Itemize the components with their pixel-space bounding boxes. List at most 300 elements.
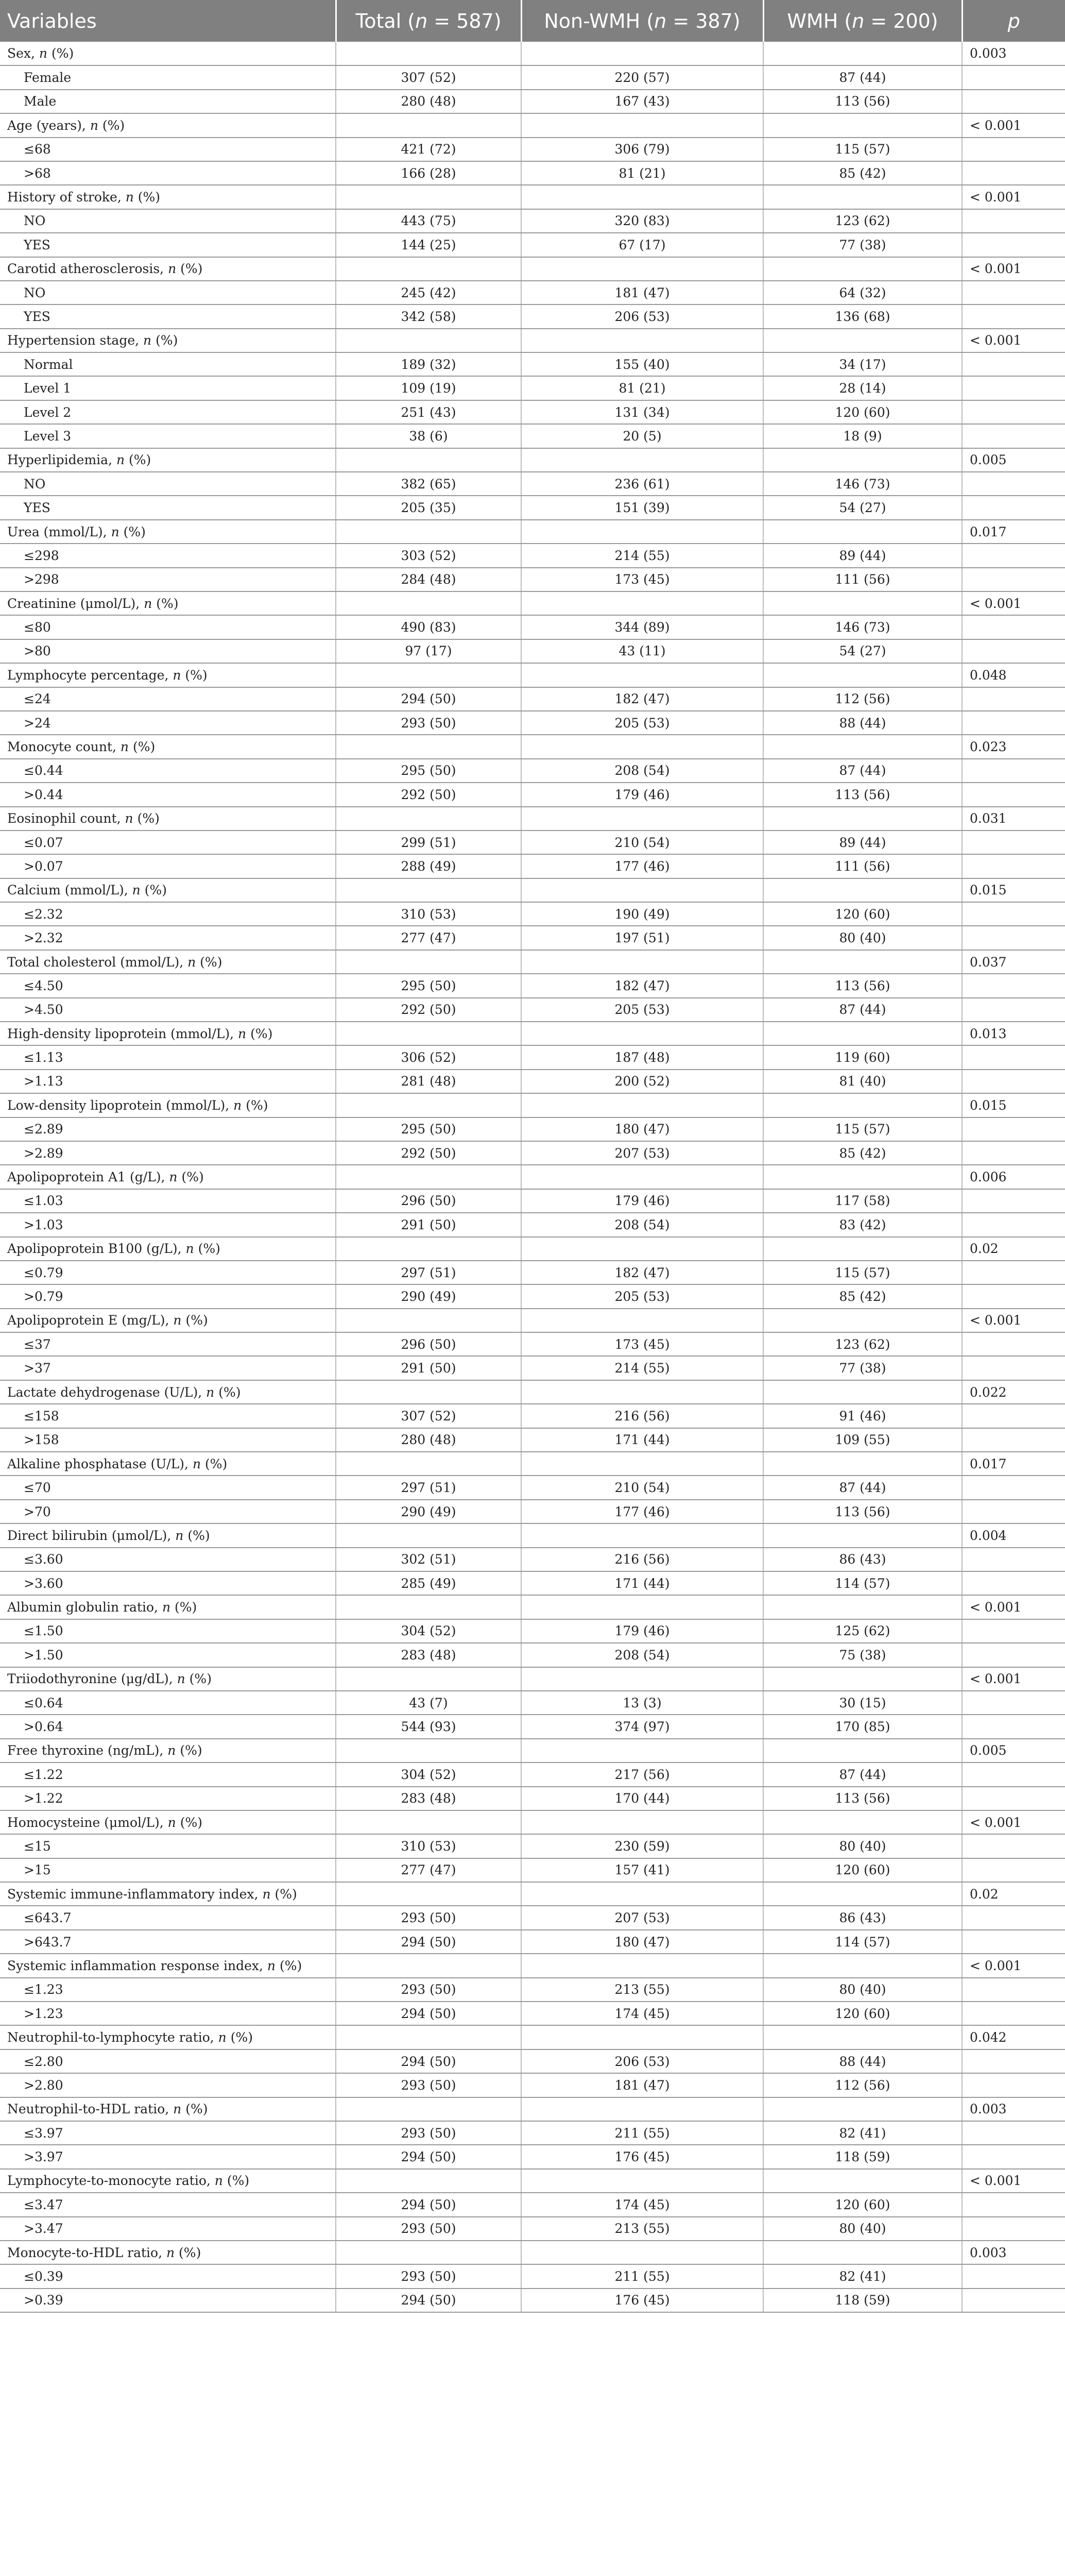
category-row	[0, 783, 1065, 806]
table-body	[0, 42, 1065, 2312]
non-wmh-cell: 211 (55)	[521, 2264, 763, 2288]
non-wmh-cell: 205 (53)	[521, 1284, 763, 1308]
variable-group-row	[0, 591, 1065, 615]
total-cell	[336, 1882, 521, 1906]
total-cell	[336, 1954, 521, 1977]
variable-name: High-density lipoprotein (mmol/L), n (%)	[0, 1022, 336, 1045]
wmh-cell: 85 (42)	[763, 161, 962, 185]
category-label: ≤0.07	[0, 831, 336, 854]
total-cell: 296 (50)	[336, 1332, 521, 1356]
category-row	[0, 1404, 1065, 1428]
wmh-cell: 136 (68)	[763, 304, 962, 328]
p-value-cell: 0.037	[962, 950, 1065, 974]
wmh-cell	[763, 1810, 962, 1834]
wmh-cell	[763, 591, 962, 615]
category-row	[0, 233, 1065, 257]
variable-group-row	[0, 735, 1065, 758]
total-cell	[336, 663, 521, 687]
p-value-cell	[962, 233, 1065, 257]
wmh-cell	[763, 2097, 962, 2121]
variable-group-row	[0, 1165, 1065, 1189]
wmh-cell: 80 (40)	[763, 926, 962, 950]
wmh-cell: 120 (60)	[763, 2002, 962, 2025]
category-row	[0, 424, 1065, 448]
category-row	[0, 974, 1065, 997]
category-label: ≤2.32	[0, 902, 336, 926]
wmh-cell	[763, 1739, 962, 1762]
wmh-cell: 18 (9)	[763, 424, 962, 448]
category-row	[0, 1261, 1065, 1284]
p-value-cell	[962, 281, 1065, 304]
variable-name: History of stroke, n (%)	[0, 185, 336, 209]
p-value-cell: 0.006	[962, 1165, 1065, 1189]
variable-group-row	[0, 1523, 1065, 1547]
total-cell: 290 (49)	[336, 1500, 521, 1523]
variable-name: Hyperlipidemia, n (%)	[0, 448, 336, 472]
non-wmh-cell	[521, 1309, 763, 1332]
wmh-cell: 82 (41)	[763, 2121, 962, 2145]
total-cell: 43 (7)	[336, 1691, 521, 1715]
category-row	[0, 1356, 1065, 1380]
total-cell	[336, 1452, 521, 1476]
p-value-cell: < 0.001	[962, 1810, 1065, 1834]
category-label: >2.89	[0, 1141, 336, 1165]
category-label: ≤2.80	[0, 2049, 336, 2073]
total-cell	[336, 257, 521, 281]
category-label: >3.47	[0, 2217, 336, 2241]
category-label: ≤158	[0, 1404, 336, 1428]
total-cell	[336, 1237, 521, 1261]
p-value-cell: 0.003	[962, 2097, 1065, 2121]
category-row	[0, 1715, 1065, 1738]
total-cell: 38 (6)	[336, 424, 521, 448]
total-cell: 443 (75)	[336, 209, 521, 233]
p-value-cell: 0.042	[962, 2025, 1065, 2049]
p-value-cell	[962, 783, 1065, 806]
category-row	[0, 1213, 1065, 1236]
non-wmh-cell: 320 (83)	[521, 209, 763, 233]
wmh-cell: 120 (60)	[763, 902, 962, 926]
p-value-cell	[962, 902, 1065, 926]
p-value-cell	[962, 854, 1065, 878]
total-cell	[336, 185, 521, 209]
variable-name: Systemic immune-inflammatory index, n (%)	[0, 1882, 336, 1906]
non-wmh-cell: 182 (47)	[521, 1261, 763, 1284]
non-wmh-cell	[521, 807, 763, 831]
non-wmh-cell	[521, 1093, 763, 1117]
header-row	[0, 0, 1065, 42]
non-wmh-cell: 206 (53)	[521, 2049, 763, 2073]
p-value-cell: 0.004	[962, 1523, 1065, 1547]
p-value-cell	[962, 1070, 1065, 1093]
p-value-cell	[962, 65, 1065, 89]
total-cell: 294 (50)	[336, 2049, 521, 2073]
wmh-cell	[763, 1954, 962, 1977]
non-wmh-cell: 179 (46)	[521, 1189, 763, 1213]
wmh-cell: 109 (55)	[763, 1428, 962, 1452]
category-label: >1.23	[0, 2002, 336, 2025]
header-non-wmh: Non-WMH (n = 387)	[521, 0, 763, 42]
non-wmh-cell	[521, 1237, 763, 1261]
p-value-cell	[962, 2002, 1065, 2025]
variable-group-row	[0, 807, 1065, 831]
p-value-cell	[962, 1906, 1065, 1929]
category-label: >24	[0, 711, 336, 735]
wmh-cell: 125 (62)	[763, 1619, 962, 1643]
category-row	[0, 1643, 1065, 1667]
total-cell: 277 (47)	[336, 926, 521, 950]
wmh-cell: 120 (60)	[763, 1858, 962, 1882]
non-wmh-cell	[521, 2241, 763, 2264]
wmh-cell: 28 (14)	[763, 376, 962, 400]
wmh-cell	[763, 1237, 962, 1261]
category-label: >80	[0, 639, 336, 663]
category-row	[0, 2264, 1065, 2288]
wmh-cell: 77 (38)	[763, 1356, 962, 1380]
non-wmh-cell: 214 (55)	[521, 544, 763, 567]
wmh-cell	[763, 329, 962, 352]
wmh-cell: 80 (40)	[763, 2217, 962, 2241]
total-cell: 291 (50)	[336, 1356, 521, 1380]
category-row	[0, 1978, 1065, 2002]
variable-name: Free thyroxine (ng/mL), n (%)	[0, 1739, 336, 1762]
total-cell: 296 (50)	[336, 1189, 521, 1213]
total-cell	[336, 735, 521, 758]
category-label: >0.07	[0, 854, 336, 878]
non-wmh-cell	[521, 329, 763, 352]
header-total: Total (n = 587)	[336, 0, 521, 42]
category-row	[0, 1428, 1065, 1452]
category-row	[0, 90, 1065, 113]
variable-group-row	[0, 257, 1065, 281]
non-wmh-cell: 131 (34)	[521, 400, 763, 424]
wmh-cell: 89 (44)	[763, 544, 962, 567]
p-value-cell	[962, 2145, 1065, 2168]
variable-group-row	[0, 1022, 1065, 1045]
wmh-cell: 87 (44)	[763, 65, 962, 89]
variable-group-row	[0, 1667, 1065, 1691]
variable-group-row	[0, 950, 1065, 974]
p-value-cell	[962, 2193, 1065, 2216]
p-value-cell	[962, 161, 1065, 185]
non-wmh-cell: 205 (53)	[521, 711, 763, 735]
non-wmh-cell: 157 (41)	[521, 1858, 763, 1882]
wmh-cell: 112 (56)	[763, 2073, 962, 2097]
category-label: >2.32	[0, 926, 336, 950]
p-value-cell	[962, 1858, 1065, 1882]
total-cell	[336, 520, 521, 544]
category-row	[0, 304, 1065, 328]
variable-group-row	[0, 2097, 1065, 2121]
non-wmh-cell	[521, 1739, 763, 1762]
variable-name: Homocysteine (μmol/L), n (%)	[0, 1810, 336, 1834]
p-value-cell	[962, 1141, 1065, 1165]
wmh-cell	[763, 185, 962, 209]
non-wmh-cell	[521, 735, 763, 758]
category-row	[0, 1189, 1065, 1213]
category-label: >0.64	[0, 1715, 336, 1738]
non-wmh-cell: 236 (61)	[521, 472, 763, 496]
total-cell: 292 (50)	[336, 998, 521, 1022]
variable-name: Calcium (mmol/L), n (%)	[0, 878, 336, 902]
non-wmh-cell: 216 (56)	[521, 1404, 763, 1428]
total-cell: 280 (48)	[336, 1428, 521, 1452]
variable-name: Systemic inflammation response index, n (%)	[0, 1954, 336, 1977]
category-row	[0, 1691, 1065, 1715]
total-cell: 310 (53)	[336, 1834, 521, 1858]
p-value-cell: 0.005	[962, 1739, 1065, 1762]
variable-group-row	[0, 42, 1065, 65]
total-cell: 306 (52)	[336, 1045, 521, 1069]
p-value-cell	[962, 544, 1065, 567]
wmh-cell: 87 (44)	[763, 759, 962, 783]
total-cell	[336, 329, 521, 352]
category-row	[0, 1571, 1065, 1595]
p-value-cell: 0.022	[962, 1380, 1065, 1404]
category-label: ≤68	[0, 138, 336, 161]
wmh-cell: 111 (56)	[763, 568, 962, 591]
p-value-cell: 0.005	[962, 448, 1065, 472]
category-label: ≤1.13	[0, 1045, 336, 1069]
total-cell	[336, 1093, 521, 1117]
variable-name: Carotid atherosclerosis, n (%)	[0, 257, 336, 281]
p-value-cell	[962, 1284, 1065, 1308]
p-value-cell: 0.02	[962, 1882, 1065, 1906]
non-wmh-cell: 210 (54)	[521, 831, 763, 854]
wmh-cell: 113 (56)	[763, 90, 962, 113]
wmh-cell: 82 (41)	[763, 2264, 962, 2288]
total-cell: 490 (83)	[336, 615, 521, 639]
category-row	[0, 2073, 1065, 2097]
p-value-cell	[962, 1643, 1065, 1667]
p-value-cell	[962, 615, 1065, 639]
variable-name: Apolipoprotein B100 (g/L), n (%)	[0, 1237, 336, 1261]
total-cell	[336, 1523, 521, 1547]
header-wmh: WMH (n = 200)	[763, 0, 962, 42]
variable-group-row	[0, 1452, 1065, 1476]
category-label: >0.79	[0, 1284, 336, 1308]
variable-name: Monocyte-to-HDL ratio, n (%)	[0, 2241, 336, 2264]
wmh-cell	[763, 42, 962, 65]
category-label: Level 2	[0, 400, 336, 424]
total-cell: 295 (50)	[336, 759, 521, 783]
category-label: >3.60	[0, 1571, 336, 1595]
p-value-cell	[962, 1762, 1065, 1786]
category-row	[0, 1500, 1065, 1523]
variable-group-row	[0, 1882, 1065, 1906]
total-cell: 294 (50)	[336, 2289, 521, 2312]
category-row	[0, 209, 1065, 233]
wmh-cell	[763, 2241, 962, 2264]
p-value-cell	[962, 568, 1065, 591]
non-wmh-cell: 306 (79)	[521, 138, 763, 161]
variable-name: Neutrophil-to-HDL ratio, n (%)	[0, 2097, 336, 2121]
p-value-cell: 0.023	[962, 735, 1065, 758]
p-value-cell	[962, 2289, 1065, 2312]
category-label: ≤0.39	[0, 2264, 336, 2288]
variable-group-row	[0, 878, 1065, 902]
wmh-cell: 113 (56)	[763, 783, 962, 806]
total-cell: 292 (50)	[336, 1141, 521, 1165]
wmh-cell: 86 (43)	[763, 1906, 962, 1929]
category-row	[0, 1332, 1065, 1356]
wmh-cell	[763, 1667, 962, 1691]
non-wmh-cell	[521, 878, 763, 902]
total-cell: 294 (50)	[336, 2145, 521, 2168]
p-value-cell	[962, 1356, 1065, 1380]
p-value-cell	[962, 1834, 1065, 1858]
p-value-cell	[962, 687, 1065, 711]
category-label: >2.80	[0, 2073, 336, 2097]
variable-group-row	[0, 663, 1065, 687]
category-label: >68	[0, 161, 336, 185]
total-cell: 283 (48)	[336, 1643, 521, 1667]
variable-name: Monocyte count, n (%)	[0, 735, 336, 758]
wmh-cell: 118 (59)	[763, 2289, 962, 2312]
category-label: NO	[0, 472, 336, 496]
category-label: >158	[0, 1428, 336, 1452]
total-cell	[336, 591, 521, 615]
p-value-cell: 0.048	[962, 663, 1065, 687]
wmh-cell: 85 (42)	[763, 1284, 962, 1308]
non-wmh-cell: 179 (46)	[521, 783, 763, 806]
variable-group-row	[0, 2025, 1065, 2049]
variable-name: Lactate dehydrogenase (U/L), n (%)	[0, 1380, 336, 1404]
non-wmh-cell	[521, 2097, 763, 2121]
category-label: ≤80	[0, 615, 336, 639]
non-wmh-cell: 210 (54)	[521, 1476, 763, 1499]
wmh-cell: 30 (15)	[763, 1691, 962, 1715]
total-cell: 342 (58)	[336, 304, 521, 328]
total-cell: 307 (52)	[336, 1404, 521, 1428]
wmh-cell	[763, 1093, 962, 1117]
total-cell: 109 (19)	[336, 376, 521, 400]
category-label: Female	[0, 65, 336, 89]
total-cell: 293 (50)	[336, 711, 521, 735]
variable-group-row	[0, 185, 1065, 209]
total-cell	[336, 2169, 521, 2193]
wmh-cell: 123 (62)	[763, 209, 962, 233]
category-label: YES	[0, 304, 336, 328]
variable-name: Neutrophil-to-lymphocyte ratio, n (%)	[0, 2025, 336, 2049]
non-wmh-cell	[521, 950, 763, 974]
total-cell: 294 (50)	[336, 1930, 521, 1954]
total-cell: 293 (50)	[336, 2217, 521, 2241]
wmh-cell: 88 (44)	[763, 2049, 962, 2073]
p-value-cell	[962, 304, 1065, 328]
non-wmh-cell: 13 (3)	[521, 1691, 763, 1715]
p-value-cell	[962, 759, 1065, 783]
p-value-cell	[962, 831, 1065, 854]
category-label: ≤37	[0, 1332, 336, 1356]
wmh-cell: 54 (27)	[763, 496, 962, 519]
p-value-cell	[962, 1548, 1065, 1571]
category-label: YES	[0, 233, 336, 257]
total-cell: 310 (53)	[336, 902, 521, 926]
total-cell: 544 (93)	[336, 1715, 521, 1738]
table-header	[0, 0, 1065, 42]
total-cell: 292 (50)	[336, 783, 521, 806]
category-row	[0, 281, 1065, 304]
total-cell	[336, 1165, 521, 1189]
category-label: Normal	[0, 352, 336, 376]
wmh-cell: 170 (85)	[763, 1715, 962, 1738]
non-wmh-cell: 197 (51)	[521, 926, 763, 950]
category-label: >1.03	[0, 1213, 336, 1236]
category-row	[0, 400, 1065, 424]
non-wmh-cell: 181 (47)	[521, 281, 763, 304]
variable-name: Albumin globulin ratio, n (%)	[0, 1595, 336, 1619]
non-wmh-cell: 20 (5)	[521, 424, 763, 448]
category-row	[0, 161, 1065, 185]
category-label: ≤0.79	[0, 1261, 336, 1284]
p-value-cell	[962, 1045, 1065, 1069]
p-value-cell	[962, 400, 1065, 424]
total-cell: 281 (48)	[336, 1070, 521, 1093]
variable-group-row	[0, 329, 1065, 352]
total-cell: 166 (28)	[336, 161, 521, 185]
total-cell: 251 (43)	[336, 400, 521, 424]
wmh-cell	[763, 1595, 962, 1619]
p-value-cell: < 0.001	[962, 185, 1065, 209]
p-value-cell	[962, 496, 1065, 519]
category-row	[0, 138, 1065, 161]
total-cell	[336, 878, 521, 902]
p-value-cell: < 0.001	[962, 591, 1065, 615]
p-value-cell	[962, 2049, 1065, 2073]
non-wmh-cell: 173 (45)	[521, 568, 763, 591]
variable-group-row	[0, 448, 1065, 472]
wmh-cell: 113 (56)	[763, 974, 962, 997]
category-label: ≤0.44	[0, 759, 336, 783]
wmh-cell: 87 (44)	[763, 1476, 962, 1499]
variable-name: Creatinine (μmol/L), n (%)	[0, 591, 336, 615]
non-wmh-cell: 213 (55)	[521, 2217, 763, 2241]
category-row	[0, 1548, 1065, 1571]
category-label: >0.39	[0, 2289, 336, 2312]
category-row	[0, 998, 1065, 1022]
wmh-cell: 120 (60)	[763, 400, 962, 424]
variable-group-row	[0, 1595, 1065, 1619]
non-wmh-cell: 344 (89)	[521, 615, 763, 639]
total-cell: 205 (35)	[336, 496, 521, 519]
category-label: ≤70	[0, 1476, 336, 1499]
wmh-cell: 120 (60)	[763, 2193, 962, 2216]
wmh-cell: 91 (46)	[763, 1404, 962, 1428]
total-cell: 299 (51)	[336, 831, 521, 854]
variable-name: Age (years), n (%)	[0, 113, 336, 137]
variable-group-row	[0, 520, 1065, 544]
non-wmh-cell: 213 (55)	[521, 1978, 763, 2002]
p-value-cell	[962, 1787, 1065, 1810]
category-row	[0, 1930, 1065, 1954]
non-wmh-cell	[521, 2025, 763, 2049]
variable-name: Alkaline phosphatase (U/L), n (%)	[0, 1452, 336, 1476]
total-cell: 283 (48)	[336, 1787, 521, 1810]
non-wmh-cell	[521, 520, 763, 544]
wmh-cell: 117 (58)	[763, 1189, 962, 1213]
category-label: ≤3.60	[0, 1548, 336, 1571]
wmh-cell	[763, 1022, 962, 1045]
total-cell: 293 (50)	[336, 2121, 521, 2145]
p-value-cell	[962, 974, 1065, 997]
non-wmh-cell: 208 (54)	[521, 759, 763, 783]
category-label: Level 1	[0, 376, 336, 400]
wmh-cell: 64 (32)	[763, 281, 962, 304]
category-row	[0, 376, 1065, 400]
category-label: >1.13	[0, 1070, 336, 1093]
p-value-cell	[962, 1930, 1065, 1954]
